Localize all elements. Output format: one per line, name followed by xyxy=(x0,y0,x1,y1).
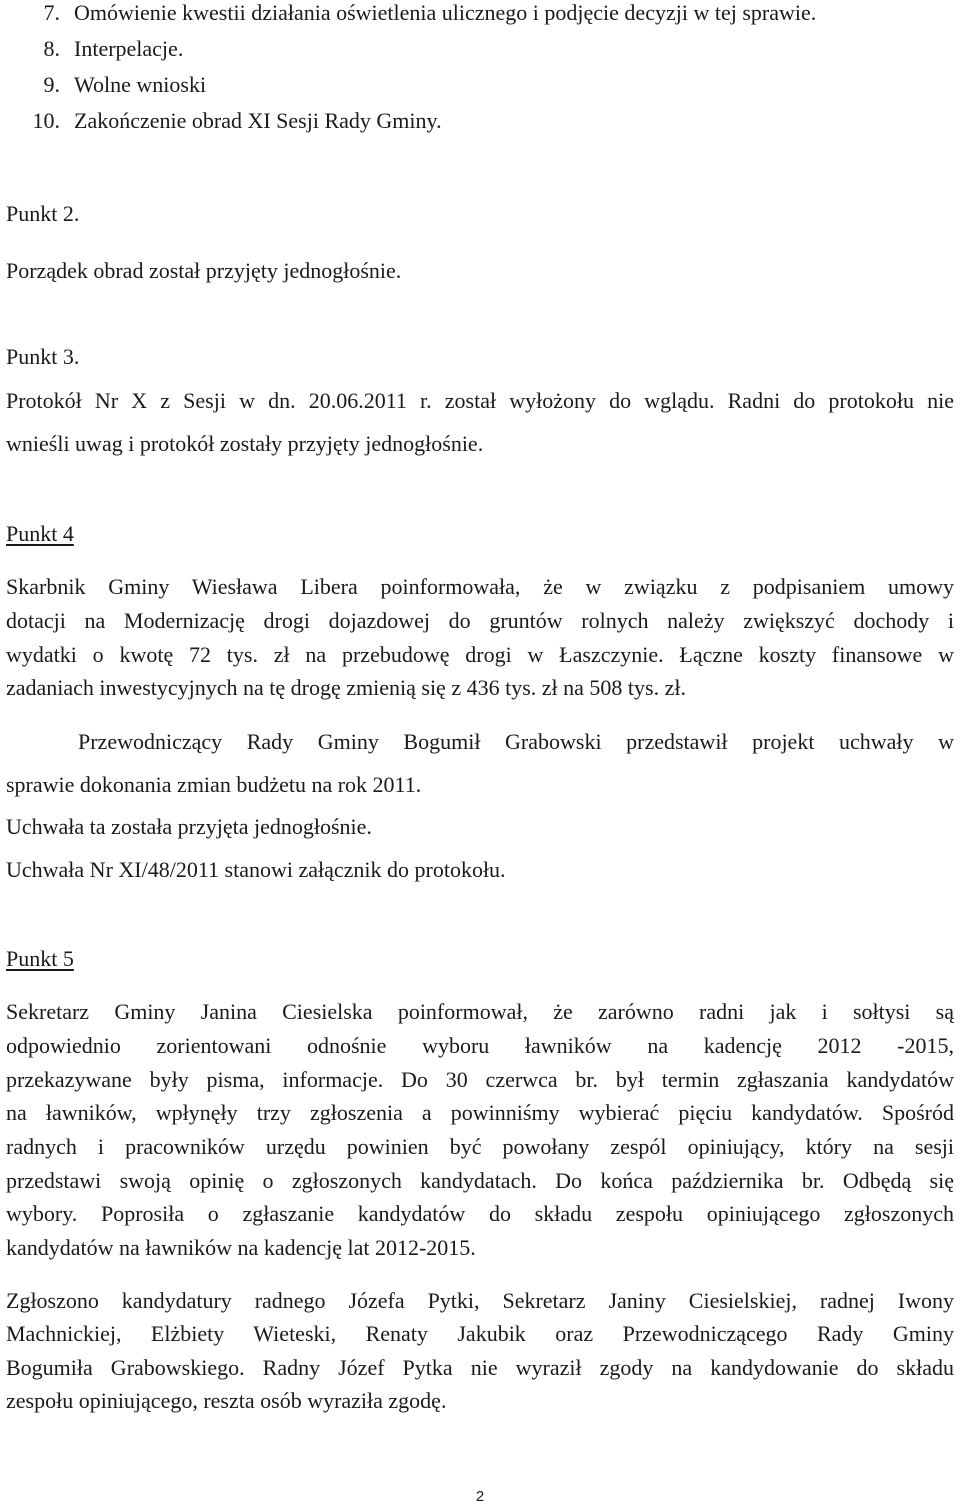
punkt5-para1-line xyxy=(6,1199,954,1229)
punkt4-para1-line: zadaniach inwestycyjnych na tę drogę zmienią się z 436 tys. zł na 508 tys. zł. xyxy=(6,675,686,700)
agenda-item xyxy=(6,106,442,136)
punkt4-para2-line: sprawie dokonania zmian budżetu na rok 2011. xyxy=(6,772,422,797)
agenda-item xyxy=(6,70,206,100)
punkt3-line: wnieśli uwag i protokół zostały przyjęty jednogłośnie. xyxy=(6,431,484,456)
text-line: radnych i pracowników urzędu powinien być powołany zespól opiniujący, który na sesji xyxy=(6,1134,954,1159)
punkt3-line xyxy=(6,386,954,416)
text-line: Protokół Nr X z Sesji w dn. 20.06.2011 r. został wyłożony do wglądu. Radni do protokołu nie xyxy=(6,388,954,413)
punkt5-para1-line xyxy=(6,1098,954,1128)
agenda-text: Omówienie kwestii działania oświetlenia ulicznego i podjęcie decyzji w tej sprawie. xyxy=(74,0,817,25)
punkt4-para2-line xyxy=(78,727,954,757)
agenda-text: Zakończenie obrad XI Sesji Rady Gminy. xyxy=(74,108,442,133)
punkt5-para1-line xyxy=(6,1065,954,1095)
punkt4-heading: Punkt 4 xyxy=(6,521,74,546)
punkt5-para1-line xyxy=(6,1132,954,1162)
text-line: Machnickiej, Elżbiety Wieteski, Renaty Jakubik oraz Przewodniczącego Rady Gminy xyxy=(6,1321,954,1346)
text-line: Przewodniczący Rady Gminy Bogumił Grabowski przedstawił projekt uchwały w xyxy=(78,729,954,754)
agenda-text: Wolne wnioski xyxy=(74,72,207,97)
agenda-number: 7. xyxy=(43,0,60,25)
text-line: Zgłoszono kandydatury radnego Józefa Pytki, Sekretarz Janiny Ciesielskiej, radnej Iwony xyxy=(6,1288,954,1313)
text-line: na ławników, wpłynęły trzy zgłoszenia a powinniśmy wybierać pięciu kandydatów. Spośród xyxy=(6,1100,954,1125)
punkt5-para2-line xyxy=(6,1286,954,1316)
agenda-number: 9. xyxy=(43,72,60,97)
text-line: odpowiednio zorientowani odnośnie wyboru ławników na kadencję 2012 -2015, xyxy=(6,1033,954,1058)
text-line: przedstawi swoją opinię o zgłoszonych kandydatach. Do końca października br. Odbędą się xyxy=(6,1168,954,1193)
agenda-number: 8. xyxy=(43,36,60,61)
punkt5-heading: Punkt 5 xyxy=(6,946,74,971)
page-number: 2 xyxy=(475,1488,485,1505)
punkt5-para2-line: zespołu opiniującego, reszta osób wyraziła zgodę. xyxy=(6,1388,447,1413)
punkt5-para2-line xyxy=(6,1353,954,1383)
punkt4-line3: Uchwała ta została przyjęta jednogłośnie. xyxy=(6,814,372,839)
agenda-item xyxy=(6,0,816,28)
punkt4-para1-line xyxy=(6,606,954,636)
punkt3-heading: Punkt 3. xyxy=(6,344,80,369)
punkt4-para1-line xyxy=(6,572,954,602)
agenda-text: Interpelacje. xyxy=(74,36,184,61)
agenda-number: 10. xyxy=(32,108,60,133)
text-line: Skarbnik Gminy Wiesława Libera poinformowała, że w związku z podpisaniem umowy xyxy=(6,574,954,599)
punkt2-heading: Punkt 2. xyxy=(6,201,80,226)
punkt5-para1-line xyxy=(6,997,954,1027)
text-line: Sekretarz Gminy Janina Ciesielska poinformował, że zarówno radni jak i sołtysi są xyxy=(6,999,954,1024)
agenda-item xyxy=(6,34,183,64)
text-line: wydatki o kwotę 72 tys. zł na przebudowę drogi w Łaszczynie. Łączne koszty finansowe w xyxy=(6,642,954,667)
text-line: wybory. Poprosiła o zgłaszanie kandydatów do składu zespołu opiniującego zgłoszonych xyxy=(6,1201,954,1226)
text-line: przekazywane były pisma, informacje. Do 30 czerwca br. był termin zgłaszania kandydatów xyxy=(6,1067,954,1092)
punkt2-text: Porządek obrad został przyjęty jednogłośnie. xyxy=(6,258,402,283)
punkt5-para1-line xyxy=(6,1166,954,1196)
punkt5-para1-line xyxy=(6,1031,954,1061)
text-line: Bogumiła Grabowskiego. Radny Józef Pytka nie wyraził zgody na kandydowanie do składu xyxy=(6,1355,954,1380)
punkt5-para2-line xyxy=(6,1319,954,1349)
punkt4-para1-line xyxy=(6,640,954,670)
text-line: dotacji na Modernizację drogi dojazdowej do gruntów rolnych należy zwiększyć dochody i xyxy=(6,608,954,633)
punkt4-line4: Uchwała Nr XI/48/2011 stanowi załącznik do protokołu. xyxy=(6,857,506,882)
punkt5-para1-line: kandydatów na ławników na kadencję lat 2012-2015. xyxy=(6,1235,476,1260)
